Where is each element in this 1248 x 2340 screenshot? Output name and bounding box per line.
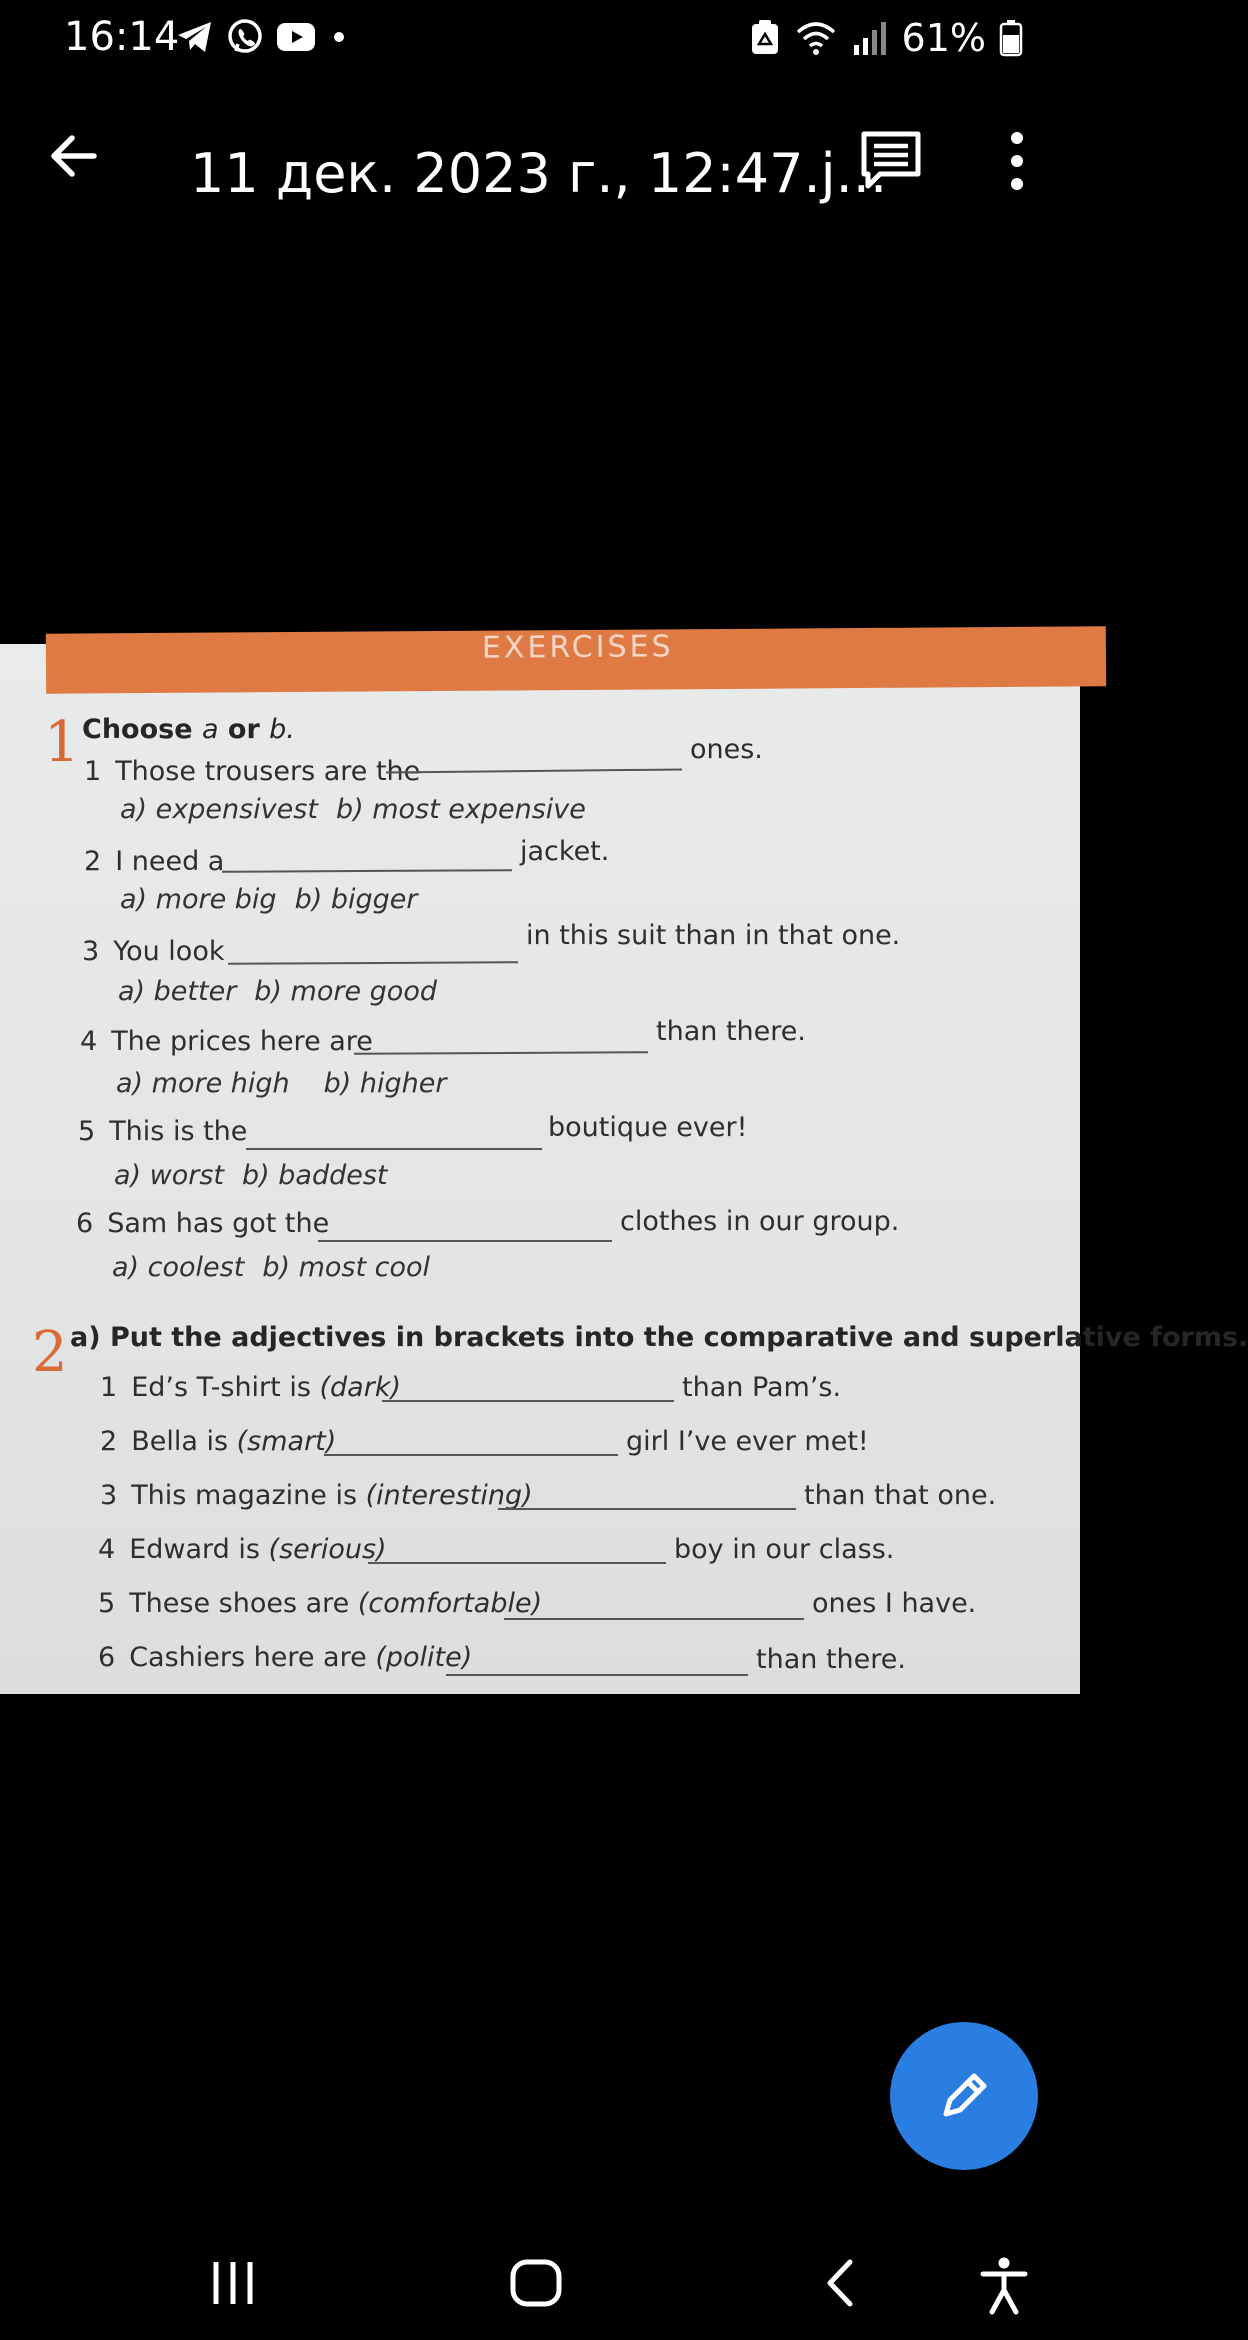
ex1-question-4: 4 The prices here are — [80, 1026, 373, 1057]
ex1-blank-1 — [386, 768, 682, 773]
ex1-question-2: 2 I need a — [84, 846, 225, 877]
status-time: 16:14 — [64, 14, 180, 60]
telegram-icon — [176, 20, 214, 54]
edit-fab-button[interactable] — [890, 2022, 1038, 2170]
accessibility-icon[interactable] — [980, 2256, 1028, 2316]
home-icon[interactable] — [508, 2256, 564, 2310]
arrow-left-icon[interactable] — [44, 126, 104, 186]
ex1-options-1: a) expensivest b) most expensive — [120, 794, 586, 825]
ex1-options-6: a) coolest b) most cool — [112, 1252, 431, 1283]
page-title: 11 дек. 2023 г., 12:47.j... — [190, 142, 888, 205]
status-bar — [0, 0, 1080, 80]
exercise-2-number: 2 — [32, 1320, 68, 1385]
signal-icon — [852, 21, 888, 55]
wifi-icon — [794, 20, 838, 56]
ex2-blank-1 — [382, 1400, 674, 1402]
ex1-options-5: a) worst b) baddest — [114, 1160, 388, 1191]
ex1-blank-3 — [228, 961, 518, 965]
exercise-2-instruction: a) Put the adjectives in brackets into the comparative and superlative forms. — [70, 1322, 1248, 1353]
comment-icon[interactable] — [858, 130, 924, 190]
recycle-icon — [750, 20, 780, 56]
ex1-blank-2 — [222, 869, 512, 873]
ex1-question-6: 6 Sam has got the — [76, 1208, 330, 1239]
recents-icon[interactable] — [208, 2256, 258, 2310]
ex2-blank-6 — [446, 1674, 748, 1676]
ex2-blank-2 — [324, 1454, 618, 1456]
ex1-question-1: 1 Those trousers are the — [84, 756, 421, 787]
exercise-1-number: 1 — [44, 710, 80, 775]
ex1-options-2: a) more big b) bigger — [120, 884, 418, 915]
ex2-blank-3 — [498, 1508, 796, 1510]
dot-icon — [328, 26, 350, 48]
battery-icon — [1000, 20, 1022, 56]
youtube-icon — [276, 22, 316, 52]
ex1-blank-5 — [246, 1148, 542, 1150]
ex1-blank-4 — [354, 1051, 648, 1055]
ex2-question-2: 2 Bella is (smart) — [100, 1426, 337, 1457]
ex2-question-1: 1 Ed’s T-shirt is (dark) — [100, 1372, 401, 1403]
ex2-question-4: 4 Edward is (serious) — [98, 1534, 387, 1565]
exercises-banner: EXERCISES — [46, 626, 1106, 693]
navigation-bar — [0, 2230, 1080, 2340]
ex1-options-3: a) better b) more good — [118, 976, 437, 1007]
ex1-question-3: 3 You look — [82, 936, 225, 967]
ex2-question-5: 5 These shoes are (comfortable) — [98, 1588, 543, 1619]
photo-viewer[interactable]: EXERCISES 1 Choose a or b. 1 Those trousers are the ones. a) expensivest b) most expensive 2 I need a jacket. a) more big b) bigger 3 You look in this suit than in that one. a) better b) more good 4 The prices here are than there. a) more high b) higher 5 This is the boutique ever! a) worst b) baddest 6 Sam has got the clothes in our group. a) coolest b) most cool 2 a) Put the adjectives in brackets into the comparative and superlative forms. 1 Ed’s T-shirt is (dark) than Pam’s. 2 Bella is (smart) girl I’ve ever met! 3 This magazine is (interesting) than that one. 4 Edward is (serious) boy in our class. 5 These shoes are (comfortable) ones I have. 6 Cashiers here are (polite) than there. — [0, 644, 1080, 1694]
battery-percent: 61% — [901, 16, 986, 60]
exercise-1-instruction: Choose a or b. — [82, 714, 295, 745]
ex2-blank-5 — [504, 1618, 804, 1620]
pencil-icon — [934, 2066, 994, 2126]
ex2-blank-4 — [368, 1562, 666, 1564]
ex2-question-6: 6 Cashiers here are (polite) — [98, 1642, 473, 1673]
more-vert-icon[interactable] — [1000, 130, 1034, 192]
ex1-options-4: a) more high b) higher — [116, 1068, 447, 1099]
back-chevron-icon[interactable] — [820, 2256, 860, 2310]
app-bar — [0, 100, 1080, 220]
viber-icon — [226, 18, 264, 56]
ex2-question-3: 3 This magazine is (interesting) — [100, 1480, 533, 1511]
ex1-question-5: 5 This is the — [78, 1116, 248, 1147]
ex1-blank-6 — [318, 1240, 612, 1242]
